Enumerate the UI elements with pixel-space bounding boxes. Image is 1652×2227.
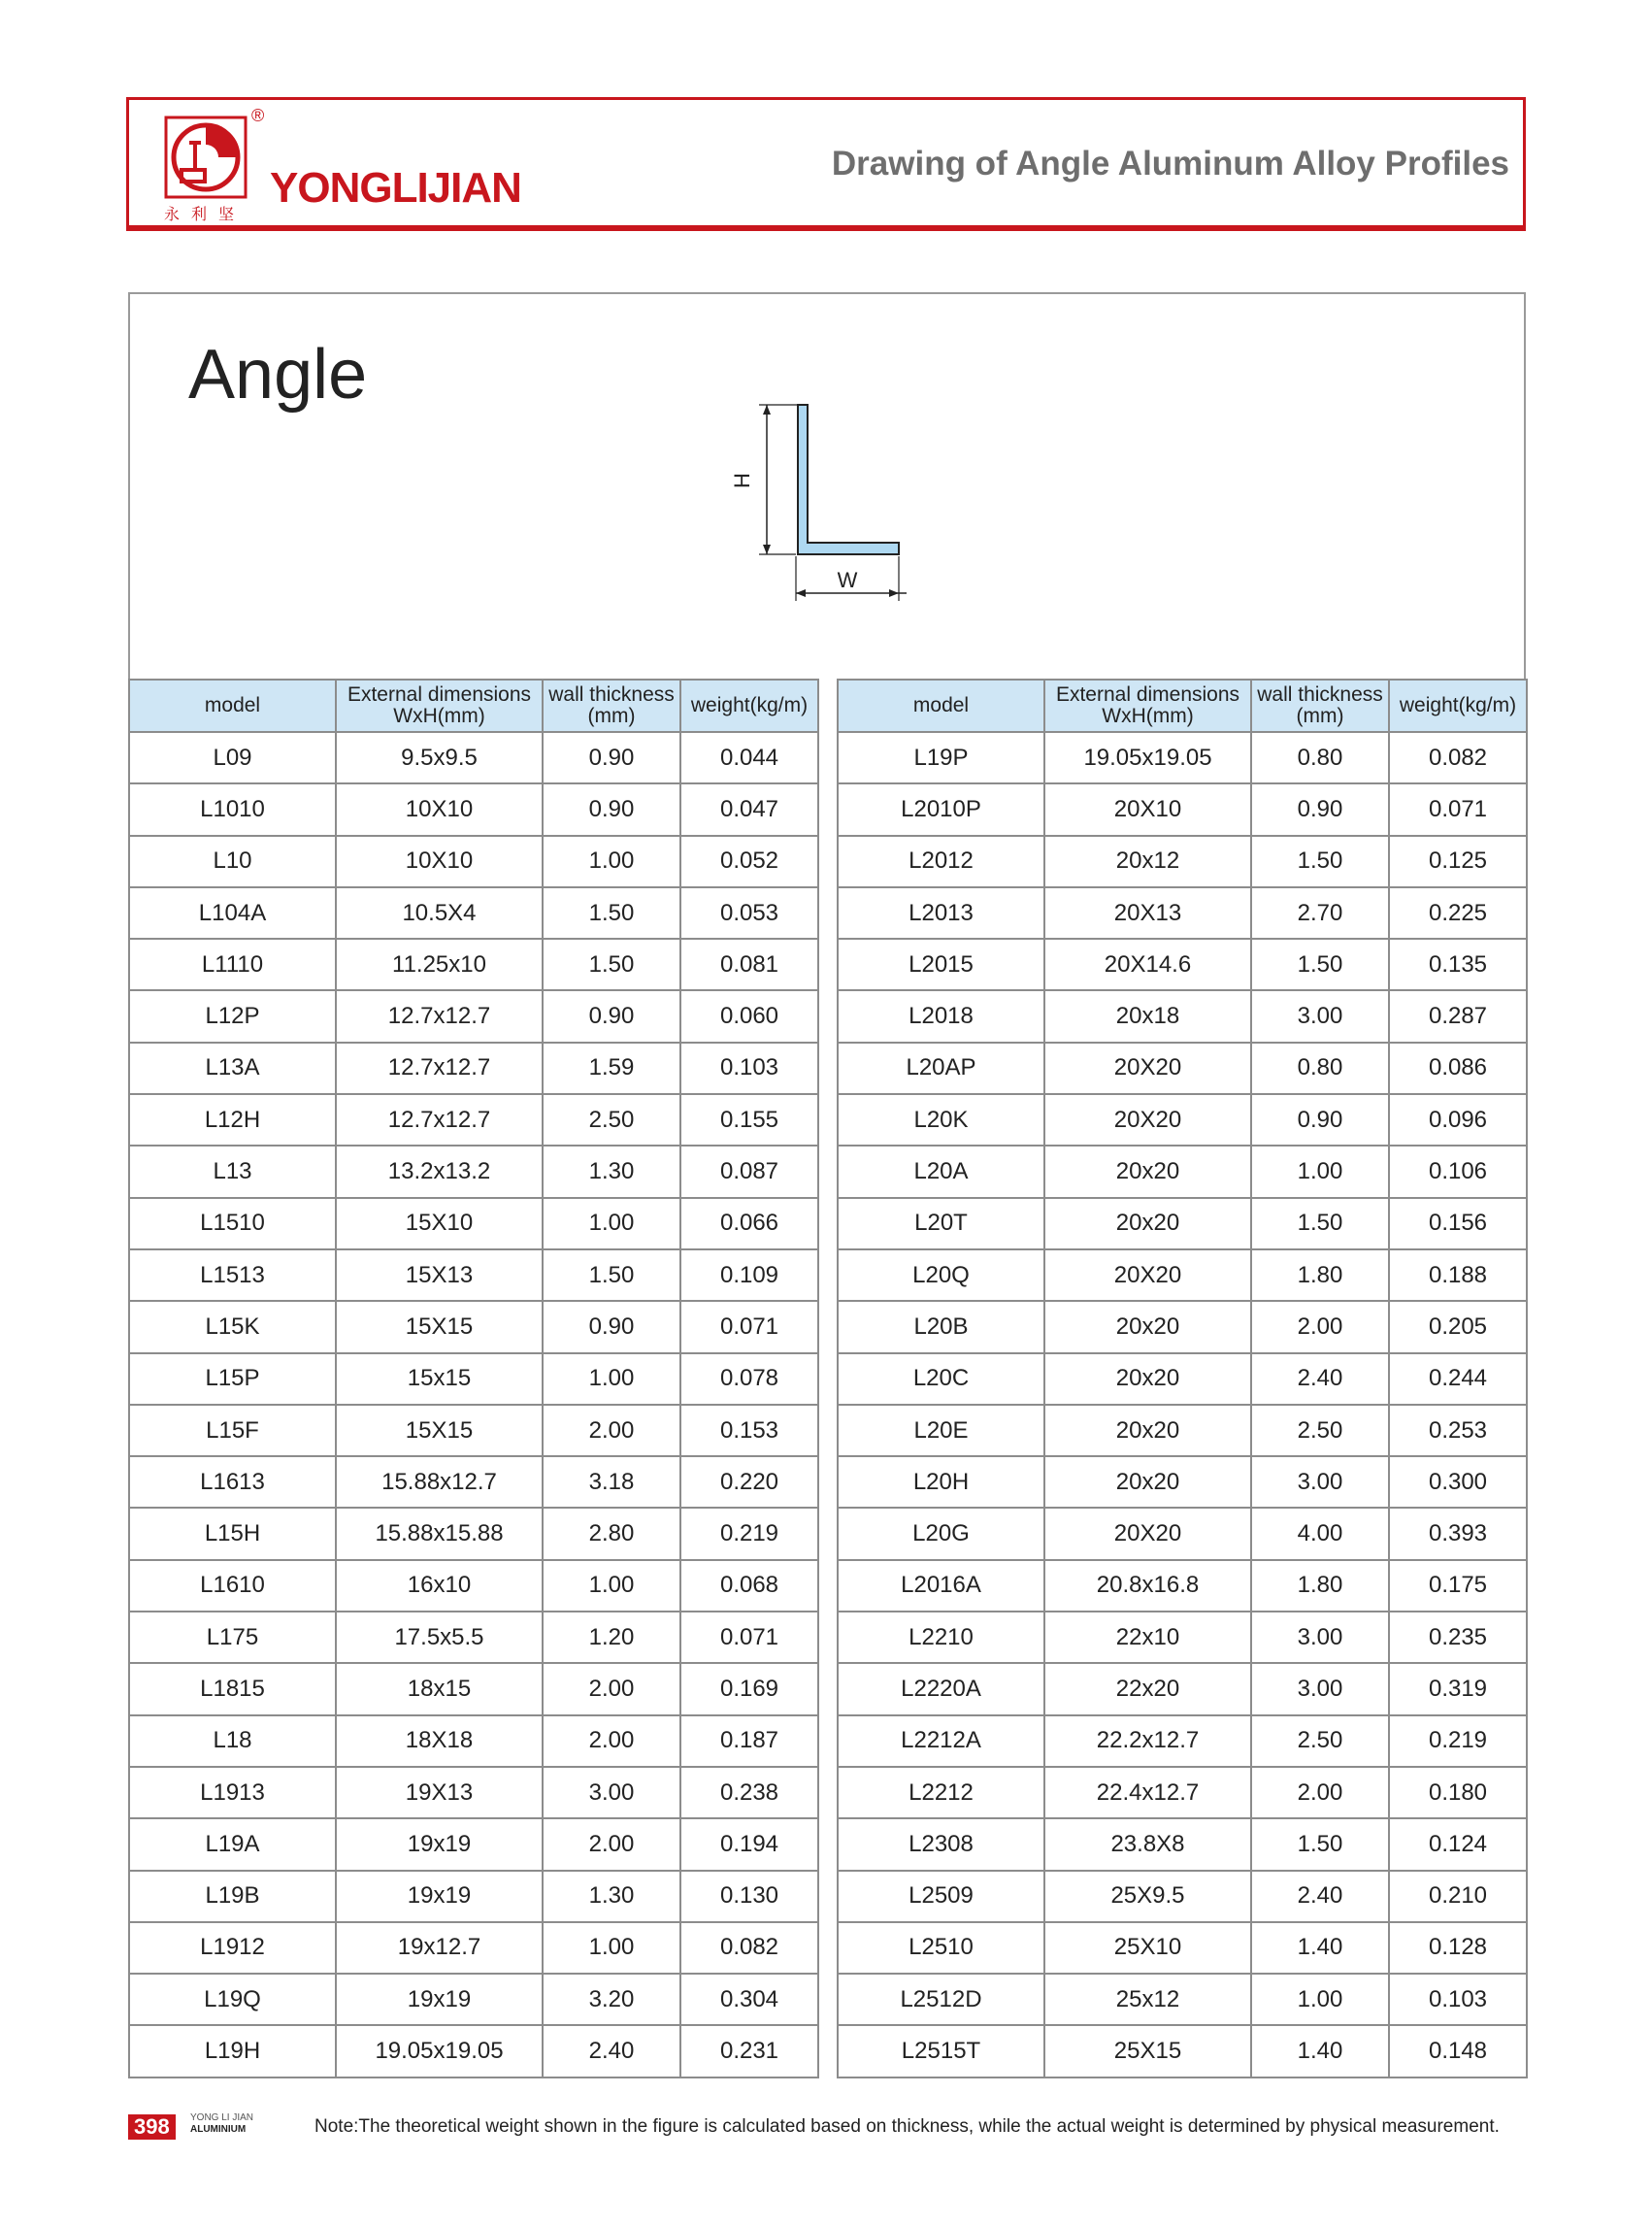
table-row — [838, 1767, 1527, 1818]
cell-wall-thickness: 3.00 — [1251, 990, 1389, 1042]
cell-external-dimensions: 19.05x19.05 — [336, 2025, 543, 2077]
cell-wall-thickness: 1.40 — [1251, 2025, 1389, 2077]
spec-table-left — [128, 679, 819, 2078]
table-header-row — [129, 680, 818, 732]
cell-weight: 0.225 — [1389, 887, 1527, 939]
cell-wall-thickness: 0.80 — [1251, 1043, 1389, 1094]
cell-weight: 0.148 — [1389, 2025, 1527, 2077]
cell-model: L2212 — [838, 1767, 1044, 1818]
cell-wall-thickness: 2.50 — [543, 1094, 680, 1146]
cell-wall-thickness: 3.00 — [1251, 1612, 1389, 1663]
cell-model: L10 — [129, 836, 336, 887]
col-header-weight: weight(kg/m) — [1389, 680, 1527, 732]
cell-wall-thickness: 1.50 — [1251, 1198, 1389, 1249]
cell-external-dimensions: 20x20 — [1044, 1405, 1251, 1456]
cell-weight: 0.135 — [1389, 939, 1527, 990]
cell-model: L15P — [129, 1353, 336, 1405]
cell-model: L1613 — [129, 1456, 336, 1508]
cell-weight: 0.087 — [680, 1146, 818, 1197]
cell-model: L2018 — [838, 990, 1044, 1042]
angle-profile-diagram — [674, 401, 907, 624]
spec-table-right — [837, 679, 1528, 2078]
cell-weight: 0.319 — [1389, 1663, 1527, 1714]
cell-wall-thickness: 2.40 — [543, 2025, 680, 2077]
table-row — [129, 783, 818, 835]
table-row — [838, 1974, 1527, 2025]
cell-wall-thickness: 1.50 — [1251, 1818, 1389, 1870]
page-number: 398 — [128, 2114, 176, 2140]
cell-external-dimensions: 20X14.6 — [1044, 939, 1251, 990]
table-row — [129, 1818, 818, 1870]
cell-wall-thickness: 0.90 — [543, 990, 680, 1042]
cell-weight: 0.071 — [1389, 783, 1527, 835]
cell-weight: 0.053 — [680, 887, 818, 939]
cell-external-dimensions: 10X10 — [336, 783, 543, 835]
registered-mark: ® — [251, 106, 265, 125]
cell-wall-thickness: 1.00 — [543, 836, 680, 887]
cell-wall-thickness: 3.00 — [543, 1767, 680, 1818]
table-row — [838, 1922, 1527, 1974]
cell-wall-thickness: 2.40 — [1251, 1871, 1389, 1922]
cell-wall-thickness: 0.90 — [1251, 1094, 1389, 1146]
section-title: Angle — [188, 336, 368, 414]
cell-external-dimensions: 10X10 — [336, 836, 543, 887]
cell-weight: 0.130 — [680, 1871, 818, 1922]
col-header-wall-thickness — [543, 680, 680, 732]
table-row — [129, 1922, 818, 1974]
cell-wall-thickness: 0.90 — [543, 783, 680, 835]
diagram-h-label: H — [730, 473, 754, 488]
cell-external-dimensions: 20X20 — [1044, 1043, 1251, 1094]
cell-wall-thickness: 0.90 — [1251, 783, 1389, 835]
cell-external-dimensions: 19x19 — [336, 1974, 543, 2025]
cell-model: L15H — [129, 1508, 336, 1559]
cell-external-dimensions: 20X20 — [1044, 1508, 1251, 1559]
cell-model: L2015 — [838, 939, 1044, 990]
cell-weight: 0.219 — [1389, 1715, 1527, 1767]
brand-name: YONGLIJIAN — [270, 164, 521, 212]
table-row — [129, 1146, 818, 1197]
cell-weight: 0.103 — [1389, 1974, 1527, 2025]
cell-weight: 0.071 — [680, 1301, 818, 1352]
table-row — [129, 836, 818, 887]
cell-wall-thickness: 2.50 — [1251, 1405, 1389, 1456]
cell-model: L2515T — [838, 2025, 1044, 2077]
cell-weight: 0.066 — [680, 1198, 818, 1249]
table-row — [838, 1198, 1527, 1249]
table-row — [129, 1456, 818, 1508]
cell-model: L19B — [129, 1871, 336, 1922]
cell-external-dimensions: 20x12 — [1044, 836, 1251, 887]
col-header-ext-line2: WxH(mm) — [393, 705, 485, 727]
cell-external-dimensions: 20X10 — [1044, 783, 1251, 835]
cell-external-dimensions: 16x10 — [336, 1560, 543, 1612]
cell-weight: 0.082 — [1389, 732, 1527, 783]
table-row — [838, 887, 1527, 939]
cell-external-dimensions: 25X10 — [1044, 1922, 1251, 1974]
table-row — [838, 783, 1527, 835]
cell-wall-thickness: 3.00 — [1251, 1663, 1389, 1714]
cell-weight: 0.231 — [680, 2025, 818, 2077]
cell-external-dimensions: 19x12.7 — [336, 1922, 543, 1974]
cell-weight: 0.071 — [680, 1612, 818, 1663]
cell-model: L1610 — [129, 1560, 336, 1612]
table-row — [129, 1198, 818, 1249]
table-row — [838, 1094, 1527, 1146]
cell-wall-thickness: 2.00 — [543, 1715, 680, 1767]
col-header-ext-line1: External dimensions — [1055, 683, 1240, 706]
table-row — [838, 1043, 1527, 1094]
cell-weight: 0.238 — [680, 1767, 818, 1818]
table-row — [838, 1405, 1527, 1456]
cell-wall-thickness: 1.50 — [543, 887, 680, 939]
cell-weight: 0.220 — [680, 1456, 818, 1508]
table-row — [129, 1715, 818, 1767]
cell-external-dimensions: 19X13 — [336, 1767, 543, 1818]
table-row — [129, 939, 818, 990]
cell-external-dimensions: 25x12 — [1044, 1974, 1251, 2025]
cell-weight: 0.128 — [1389, 1922, 1527, 1974]
cell-model: L19H — [129, 2025, 336, 2077]
table-row — [838, 1456, 1527, 1508]
cell-external-dimensions: 20X20 — [1044, 1094, 1251, 1146]
table-row — [129, 1249, 818, 1301]
table-row — [838, 1715, 1527, 1767]
cell-weight: 0.175 — [1389, 1560, 1527, 1612]
document-title: Drawing of Angle Aluminum Alloy Profiles — [831, 145, 1509, 183]
table-row — [838, 1508, 1527, 1559]
cell-model: L2509 — [838, 1871, 1044, 1922]
cell-model: L15K — [129, 1301, 336, 1352]
col-header-wall-line1: wall thickness — [548, 683, 675, 706]
cell-weight: 0.044 — [680, 732, 818, 783]
col-header-model: model — [838, 680, 1044, 732]
cell-wall-thickness: 1.80 — [1251, 1560, 1389, 1612]
cell-weight: 0.205 — [1389, 1301, 1527, 1352]
col-header-wall-thickness — [1251, 680, 1389, 732]
cell-external-dimensions: 15X15 — [336, 1405, 543, 1456]
cell-model: L20C — [838, 1353, 1044, 1405]
cell-weight: 0.235 — [1389, 1612, 1527, 1663]
cell-external-dimensions: 18X18 — [336, 1715, 543, 1767]
cell-model: L09 — [129, 732, 336, 783]
cell-wall-thickness: 2.50 — [1251, 1715, 1389, 1767]
footer-brand — [190, 2112, 253, 2136]
cell-model: L2013 — [838, 887, 1044, 939]
cell-model: L2510 — [838, 1922, 1044, 1974]
col-header-ext-line2: WxH(mm) — [1102, 705, 1194, 727]
cell-model: L1513 — [129, 1249, 336, 1301]
cell-weight: 0.253 — [1389, 1405, 1527, 1456]
cell-model: L20Q — [838, 1249, 1044, 1301]
table-row — [129, 1663, 818, 1714]
cell-weight: 0.086 — [1389, 1043, 1527, 1094]
cell-model: L13A — [129, 1043, 336, 1094]
table-row — [838, 1249, 1527, 1301]
cell-wall-thickness: 2.00 — [1251, 1301, 1389, 1352]
table-body-left — [129, 732, 818, 2077]
col-header-weight: weight(kg/m) — [680, 680, 818, 732]
cell-wall-thickness: 1.00 — [1251, 1146, 1389, 1197]
cell-weight: 0.109 — [680, 1249, 818, 1301]
col-header-wall-line2: (mm) — [587, 705, 636, 727]
cell-external-dimensions: 18x15 — [336, 1663, 543, 1714]
cell-model: L20T — [838, 1198, 1044, 1249]
cell-wall-thickness: 2.00 — [1251, 1767, 1389, 1818]
table-row — [129, 1508, 818, 1559]
table-row — [838, 990, 1527, 1042]
cell-weight: 0.125 — [1389, 836, 1527, 887]
cell-wall-thickness: 1.80 — [1251, 1249, 1389, 1301]
cell-weight: 0.244 — [1389, 1353, 1527, 1405]
cell-external-dimensions: 19.05x19.05 — [1044, 732, 1251, 783]
col-header-model: model — [129, 680, 336, 732]
cell-weight: 0.194 — [680, 1818, 818, 1870]
cell-weight: 0.106 — [1389, 1146, 1527, 1197]
cell-wall-thickness: 1.59 — [543, 1043, 680, 1094]
cell-model: L2010P — [838, 783, 1044, 835]
cell-wall-thickness: 1.30 — [543, 1871, 680, 1922]
cell-external-dimensions: 15.88x15.88 — [336, 1508, 543, 1559]
cell-weight: 0.187 — [680, 1715, 818, 1767]
col-header-wall-line2: (mm) — [1296, 705, 1344, 727]
cell-weight: 0.096 — [1389, 1094, 1527, 1146]
cell-external-dimensions: 19x19 — [336, 1871, 543, 1922]
cell-external-dimensions: 11.25x10 — [336, 939, 543, 990]
table-row — [129, 1094, 818, 1146]
table-row — [838, 1871, 1527, 1922]
cell-model: L1510 — [129, 1198, 336, 1249]
cell-weight: 0.153 — [680, 1405, 818, 1456]
table-row — [129, 1767, 818, 1818]
cell-wall-thickness: 2.00 — [543, 1405, 680, 1456]
cell-external-dimensions: 22.2x12.7 — [1044, 1715, 1251, 1767]
col-header-ext-line1: External dimensions — [347, 683, 532, 706]
table-row — [838, 1353, 1527, 1405]
cell-model: L2016A — [838, 1560, 1044, 1612]
cell-model: L175 — [129, 1612, 336, 1663]
cell-model: L18 — [129, 1715, 336, 1767]
cell-model: L20H — [838, 1456, 1044, 1508]
col-header-wall-line1: wall thickness — [1257, 683, 1383, 706]
footer-brand-line1: YONG LI JIAN — [190, 2112, 254, 2123]
cell-wall-thickness: 1.20 — [543, 1612, 680, 1663]
table-row — [129, 1612, 818, 1663]
table-header-row — [838, 680, 1527, 732]
cell-model: L2210 — [838, 1612, 1044, 1663]
footnote: Note:The theoretical weight shown in the figure is calculated based on thickness, while the actual weight is determined by physical measurement. — [314, 2116, 1500, 2137]
cell-external-dimensions: 12.7x12.7 — [336, 1043, 543, 1094]
cell-weight: 0.052 — [680, 836, 818, 887]
profile-panel — [128, 292, 1526, 679]
cell-weight: 0.219 — [680, 1508, 818, 1559]
table-row — [838, 1663, 1527, 1714]
cell-model: L15F — [129, 1405, 336, 1456]
cell-model: L20A — [838, 1146, 1044, 1197]
cell-model: L20E — [838, 1405, 1044, 1456]
cell-model: L2512D — [838, 1974, 1044, 2025]
cell-weight: 0.287 — [1389, 990, 1527, 1042]
cell-wall-thickness: 1.50 — [543, 939, 680, 990]
cell-model: L12P — [129, 990, 336, 1042]
cell-wall-thickness: 1.00 — [543, 1560, 680, 1612]
table-row — [129, 1974, 818, 2025]
cell-wall-thickness: 1.50 — [1251, 836, 1389, 887]
cell-weight: 0.068 — [680, 1560, 818, 1612]
cell-external-dimensions: 13.2x13.2 — [336, 1146, 543, 1197]
cell-wall-thickness: 3.20 — [543, 1974, 680, 2025]
cell-weight: 0.081 — [680, 939, 818, 990]
cell-external-dimensions: 20x20 — [1044, 1146, 1251, 1197]
table-row — [129, 1871, 818, 1922]
cell-wall-thickness: 3.00 — [1251, 1456, 1389, 1508]
cell-model: L1010 — [129, 783, 336, 835]
cell-external-dimensions: 12.7x12.7 — [336, 1094, 543, 1146]
cell-weight: 0.180 — [1389, 1767, 1527, 1818]
table-body-right — [838, 732, 1527, 2077]
table-row — [838, 939, 1527, 990]
cell-model: L1912 — [129, 1922, 336, 1974]
cell-external-dimensions: 23.8X8 — [1044, 1818, 1251, 1870]
cell-model: L19Q — [129, 1974, 336, 2025]
cell-wall-thickness: 3.18 — [543, 1456, 680, 1508]
cell-wall-thickness: 1.00 — [543, 1353, 680, 1405]
table-row — [129, 1353, 818, 1405]
cell-model: L19P — [838, 732, 1044, 783]
cell-external-dimensions: 17.5x5.5 — [336, 1612, 543, 1663]
cell-external-dimensions: 20X13 — [1044, 887, 1251, 939]
table-row — [129, 1560, 818, 1612]
table-row — [838, 1560, 1527, 1612]
cell-weight: 0.103 — [680, 1043, 818, 1094]
cell-model: L1815 — [129, 1663, 336, 1714]
cell-weight: 0.124 — [1389, 1818, 1527, 1870]
cell-wall-thickness: 0.80 — [1251, 732, 1389, 783]
cell-external-dimensions: 20.8x16.8 — [1044, 1560, 1251, 1612]
cell-external-dimensions: 20x20 — [1044, 1301, 1251, 1352]
cell-wall-thickness: 0.90 — [543, 732, 680, 783]
table-row — [129, 732, 818, 783]
cell-wall-thickness: 2.40 — [1251, 1353, 1389, 1405]
cell-model: L20G — [838, 1508, 1044, 1559]
cell-model: L2012 — [838, 836, 1044, 887]
table-row — [838, 1818, 1527, 1870]
cell-weight: 0.210 — [1389, 1871, 1527, 1922]
cell-weight: 0.304 — [680, 1974, 818, 2025]
cell-model: L20AP — [838, 1043, 1044, 1094]
cell-wall-thickness: 1.50 — [543, 1249, 680, 1301]
cell-external-dimensions: 22x10 — [1044, 1612, 1251, 1663]
cell-model: L2220A — [838, 1663, 1044, 1714]
footer-brand-line2: ALUMINIUM — [190, 2124, 247, 2135]
cell-wall-thickness: 1.00 — [543, 1198, 680, 1249]
table-row — [129, 887, 818, 939]
cell-external-dimensions: 19x19 — [336, 1818, 543, 1870]
header-banner — [126, 97, 1526, 231]
cell-weight: 0.155 — [680, 1094, 818, 1146]
cell-external-dimensions: 20x18 — [1044, 990, 1251, 1042]
cell-model: L1913 — [129, 1767, 336, 1818]
table-row — [129, 1043, 818, 1094]
cell-external-dimensions: 25X9.5 — [1044, 1871, 1251, 1922]
col-header-external-dimensions — [336, 680, 543, 732]
table-row — [838, 836, 1527, 887]
cell-weight: 0.082 — [680, 1922, 818, 1974]
cell-model: L2212A — [838, 1715, 1044, 1767]
cell-wall-thickness: 4.00 — [1251, 1508, 1389, 1559]
cell-wall-thickness: 1.40 — [1251, 1922, 1389, 1974]
cell-wall-thickness: 1.50 — [1251, 939, 1389, 990]
cell-weight: 0.393 — [1389, 1508, 1527, 1559]
cell-weight: 0.156 — [1389, 1198, 1527, 1249]
table-row — [838, 2025, 1527, 2077]
cell-wall-thickness: 2.00 — [543, 1663, 680, 1714]
cell-model: L19A — [129, 1818, 336, 1870]
cell-wall-thickness: 2.80 — [543, 1508, 680, 1559]
table-row — [838, 1146, 1527, 1197]
cell-external-dimensions: 15X15 — [336, 1301, 543, 1352]
table-row — [838, 1301, 1527, 1352]
cell-external-dimensions: 15.88x12.7 — [336, 1456, 543, 1508]
cell-wall-thickness: 1.30 — [543, 1146, 680, 1197]
cell-external-dimensions: 20X20 — [1044, 1249, 1251, 1301]
table-row — [129, 2025, 818, 2077]
cell-model: L20B — [838, 1301, 1044, 1352]
cell-model: L104A — [129, 887, 336, 939]
cell-wall-thickness: 1.00 — [1251, 1974, 1389, 2025]
cell-external-dimensions: 25X15 — [1044, 2025, 1251, 2077]
col-header-external-dimensions — [1044, 680, 1251, 732]
cell-external-dimensions: 10.5X4 — [336, 887, 543, 939]
table-row — [838, 732, 1527, 783]
cell-external-dimensions: 22x20 — [1044, 1663, 1251, 1714]
table-row — [129, 1405, 818, 1456]
cell-external-dimensions: 15X13 — [336, 1249, 543, 1301]
diagram-w-label: W — [837, 568, 858, 592]
cell-external-dimensions: 12.7x12.7 — [336, 990, 543, 1042]
cell-external-dimensions: 20x20 — [1044, 1353, 1251, 1405]
cell-external-dimensions: 20x20 — [1044, 1456, 1251, 1508]
cell-external-dimensions: 15x15 — [336, 1353, 543, 1405]
cell-weight: 0.169 — [680, 1663, 818, 1714]
cell-model: L2308 — [838, 1818, 1044, 1870]
cell-model: L13 — [129, 1146, 336, 1197]
cell-weight: 0.188 — [1389, 1249, 1527, 1301]
table-row — [129, 990, 818, 1042]
cell-external-dimensions: 9.5x9.5 — [336, 732, 543, 783]
cell-weight: 0.078 — [680, 1353, 818, 1405]
cell-model: L12H — [129, 1094, 336, 1146]
cell-weight: 0.047 — [680, 783, 818, 835]
cell-wall-thickness: 1.00 — [543, 1922, 680, 1974]
table-row — [838, 1612, 1527, 1663]
table-row — [129, 1301, 818, 1352]
cell-model: L20K — [838, 1094, 1044, 1146]
cell-wall-thickness: 0.90 — [543, 1301, 680, 1352]
cell-wall-thickness: 2.00 — [543, 1818, 680, 1870]
cell-wall-thickness: 2.70 — [1251, 887, 1389, 939]
cell-external-dimensions: 15X10 — [336, 1198, 543, 1249]
cell-model: L1110 — [129, 939, 336, 990]
cell-external-dimensions: 20x20 — [1044, 1198, 1251, 1249]
cell-external-dimensions: 22.4x12.7 — [1044, 1767, 1251, 1818]
brand-chinese-name: 永利坚 — [164, 205, 247, 223]
cell-weight: 0.300 — [1389, 1456, 1527, 1508]
cell-weight: 0.060 — [680, 990, 818, 1042]
